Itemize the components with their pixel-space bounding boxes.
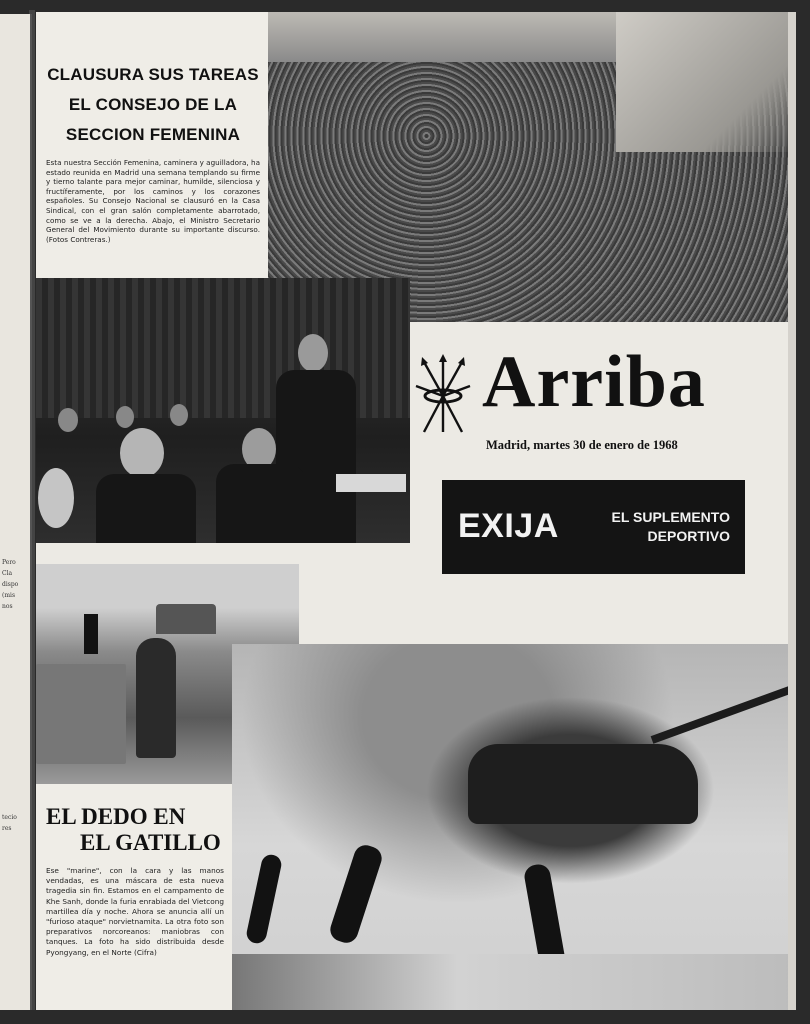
building [156,604,216,634]
marine-figure [136,638,176,758]
dateline: Madrid, martes 30 de enero de 1968 [486,438,678,452]
yoke-and-arrows-icon [412,352,474,438]
seated-figure-body [96,474,196,543]
soldier-silhouette [245,853,283,945]
bottom-article-headline [46,804,224,856]
margin-fragment: nos [2,603,13,610]
headline-line: CLAUSURA SUS TAREAS [47,65,259,84]
margin-fragment: tecio [2,814,17,821]
top-article-body: Esta nuestra Sección Femenina, caminera y aguilladora, ha estado reunida en Madrid una semana templando su firme y tierno talante para mejor caminar, humilde, silenciosa y fructíferamente, por los caminos y los corazones españoles. Su Consejo Nacional se clausuró en la Casa Sindical, con el gran salón completamente abarrotado, como se ve a la derecha. Abajo, el Ministro Secretario General del Movimiento durante su importante discurso. (Fotos Contreras.) [46,158,260,244]
ad-subtext [578,508,730,546]
masthead [410,332,796,452]
newspaper-page [36,12,796,1010]
bottom-article [36,784,232,1010]
tank-maneuvers-photo [232,644,796,1010]
ad-subtext-line: DEPORTIVO [647,528,730,544]
supplement-ad [442,480,745,574]
snowfield [232,954,796,1010]
adjacent-page-edge [0,14,32,1010]
top-article-headline [46,60,260,150]
speaker-head [298,334,328,372]
margin-fragment: (mis [2,592,16,599]
margin-fragment: Cla [2,570,13,577]
headline-line: EL CONSEJO DE LA [68,95,238,114]
margin-fragment: res [2,825,12,832]
top-article [36,12,268,278]
tank-gun [651,685,795,744]
sandbag-bunker [36,664,126,764]
smokestack [84,614,98,654]
crowd-photo [268,12,796,322]
foreground-head [38,468,74,528]
speaker-photo [36,278,410,543]
newspaper-title: Arriba [482,341,706,423]
soldier-silhouette [327,842,385,946]
background-head [116,406,134,428]
background-head [58,408,78,432]
background-head [170,404,188,426]
headline-line: EL GATILLO [80,830,221,855]
seated-figure-head [120,428,164,478]
margin-fragment: Pero [2,559,16,566]
seated-figure-body [216,464,306,543]
tank [468,744,698,824]
ad-subtext-line: EL SUPLEMENTO [611,509,730,525]
margin-fragment: dispo [2,581,19,588]
bottom-article-body: Ese "marine", con la cara y las manos vendadas, es una máscara de esta nueva tragedia sin fin. Estamos en el campamento de Khe Sanh, donde la furia enrabiada del Vietcong martillea día y noche. Ahora se anuncia allí un "furioso ataque" norvietnamita. La otra foto son preparativos norcoreanos: maniobras con tanques. La foto ha sido distribuida desde Pyongyang, en el Norte (Cifra) [46,866,224,957]
headline-line: SECCION FEMENINA [65,125,241,144]
papers-on-lectern [336,474,406,492]
ad-headline: EXIJA [458,507,559,545]
headline-line: EL DEDO EN [46,804,186,829]
